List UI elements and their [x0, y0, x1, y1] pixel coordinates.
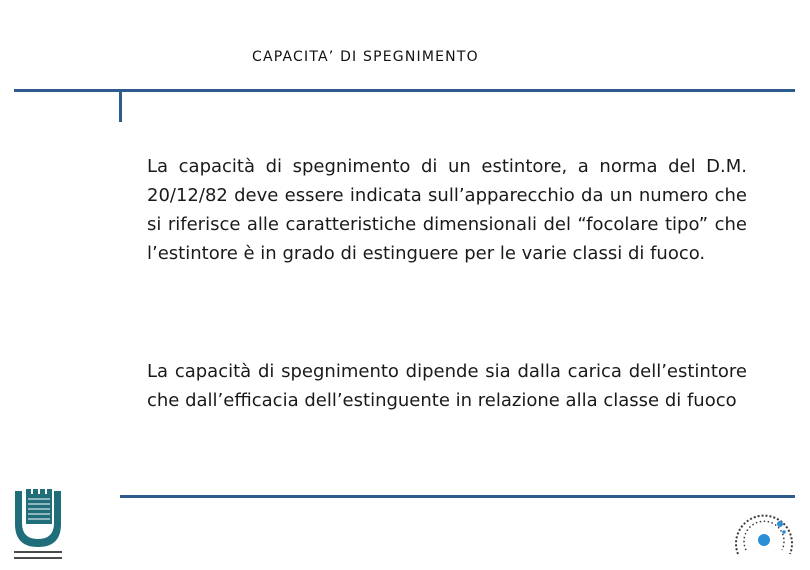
university-logo — [12, 487, 64, 563]
slide-title: CAPACITA’ DI SPEGNIMENTO — [252, 49, 479, 65]
bottom-rule — [120, 495, 795, 498]
top-rule-tick — [119, 91, 122, 122]
top-rule — [14, 89, 795, 92]
paragraph-capacity-definition: La capacità di spegnimento di un estintore, a norma del D.M. 20/12/82 deve essere indicata sull’apparecchio da un numero che si riferisce alle caratteristiche dimensionali del “focolare tipo” che l’estintore è in grado di estinguere per le varie classi di fuoco. — [147, 156, 747, 264]
seal-dot-icon — [758, 534, 770, 546]
paragraph-capacity-dependence: La capacità di spegnimento dipende sia dalla carica dell’estintore che dall’efficacia dell’estinguente in relazione alla classe di fuoco — [147, 361, 747, 411]
institute-seal-logo — [728, 504, 800, 568]
